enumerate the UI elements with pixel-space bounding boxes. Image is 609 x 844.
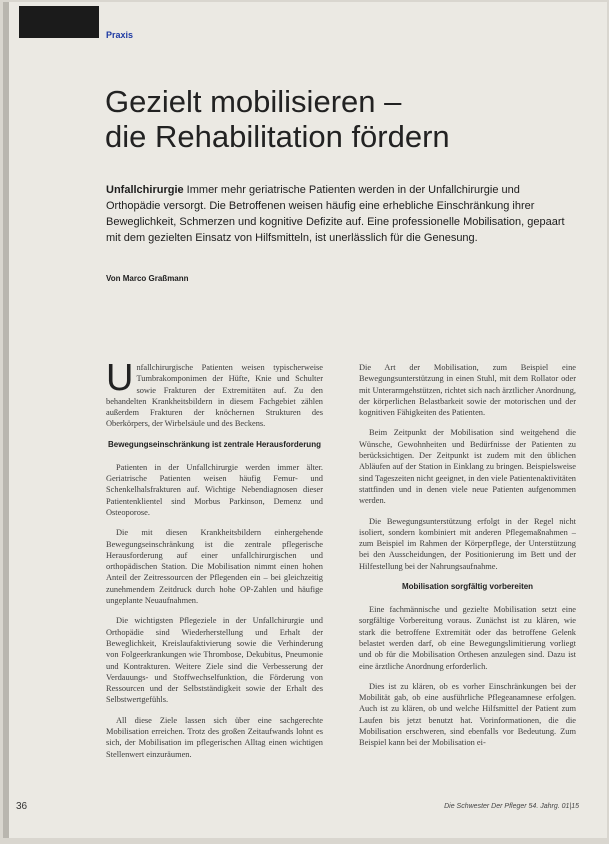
article-title [105,84,575,154]
publication-footer: Die Schwester Der Pfleger 54. Jahrg. 01|15 [444,803,579,810]
page-number: 36 [16,801,28,812]
section-tab-rule [19,36,99,38]
paragraph: Dies ist zu klären, ob es vorher Einschränkungen bei der Mobilität gab, ob eine ausführliche Pflegeanamnese erfolgen. Auch ist zu klären, ob und welche Hilfsmittel der Patient zum Laufen bis jetzt benutzt hat. Vorinformationen, die die Mobilisation erschweren, sind ebenfalls vor Bedeutung. Zum Beispiel kann bei der Mobilisation ei- [359,681,576,748]
lead-text: Immer mehr geriatrische Patienten werden in der Unfallchirurgie und Orthopädie versorgt. Die Betroffenen weisen häufig eine erhebliche Einschränkung ihrer Beweglichkeit, Schmerzen und kognitive Defizite auf. Eine professionelle Mobilisation, gepaart mit dem gezielten Einsatz von Hilfsmitteln, ist unerlässlich für die Genesung. [106,184,565,244]
paragraph: Beim Zeitpunkt der Mobilisation sind weitgehend die Wünsche, Gewohnheiten und Bedürfnisse der Patienten zu berücksichtigen. Der Zeitpunkt ist zudem mit den üblichen Abläufen auf der Station in Einklang zu bringen. Beispielsweise sind Tageszeiten nicht geeignet, in den viele Patientenaktivitäten stattfinden und in denen viele neue Patienten aufgenommen werden. [359,428,576,506]
article-lead [106,182,573,246]
drop-cap: U [106,357,134,399]
paragraph: Unfallchirurgische Patienten weisen typischerweise Tumbrakomponimen der Hüfte, Knie und Schulter sowie Frakturen der Extremitäten auf. Zu den behandelten Krankheitsbildern in diesem Fachgebiet zählen außerdem Frakturen der knöchernen Strukturen des Oberkörpers, der Wirbelsäule und des Beckens. [106,357,323,429]
title-line-1: Gezielt mobilisieren – [105,84,402,119]
paragraph: Die mit diesen Krankheitsbildern einhergehende Bewegungseinschränkung ist die zentrale pflegerische Herausforderung auf einer unfallchirurgischen und orthopädischen Station. Die Mobilisation nimmt einen hohen Anteil der Zeitressourcen der Pflegenden ein – bei gleichzeitig zunehmendem Zeitdruck durch hohe OP-Zahlen und häufige ungeplante Neuaufnahmen. [106,528,323,606]
page-spine-shadow [3,2,9,838]
section-tab-block [19,6,99,36]
section-label: Praxis [106,30,134,40]
body-column-right [359,362,576,758]
paragraph: Die Bewegungsunterstützung erfolgt in der Regel nicht isoliert, sondern kombiniert mit anderen Pflegemaßnahmen – zum Beispiel im Rahmen der Körperpflege, der Unterstützung bei den Ausscheidungen, der Positionierung im Bett und der Hilfestellung bei der Nahrungsaufnahme. [359,516,576,571]
paragraph: Die wichtigsten Pflegeziele in der Unfallchirurgie und Orthopädie sind Wiederherstellung und Erhalt der Beweglichkeit, Kreislaufaktivierung sowie die Verhinderung von Folgeerkrankungen wie Thrombose, Dekubitus, Pneumonie und Kontrakturen. Weitere Ziele sind die Verbesserung der Verdauungs- und Stoffwechselfunktion, die Förderung von Ressourcen und der Selbstständigkeit sowie der Erhalt des Selbstwertgefühls. [106,616,323,705]
paragraph: Patienten in der Unfallchirurgie werden immer älter. Geriatrische Patienten weisen häufig Femur- und Schenkelhalsfrakturen auf. Wichtige Nebendiagnosen dieser Patientenklientel sind Morbus Parkinson, Demenz und Osteoporose. [106,462,323,517]
paragraph: All diese Ziele lassen sich über eine sachgerechte Mobilisation erreichen. Trotz des großen Zeitaufwands lohnt es sich, der Mobilisation im pflegerischen Alltag einen wichtigen Stellenwert einzuräumen. [106,715,323,759]
body-column-left [106,357,323,769]
magazine-page [3,2,607,838]
paragraph: Die Art der Mobilisation, zum Beispiel eine Bewegungsunterstützung in einen Stuhl, mit dem Rollator oder mit Unterarmgehstützen, richtet sich nach ärztlicher Anordnung, der körperlichen Belastbarkeit sowie der motorischen und der kognitiven Fähigkeiten des Patienten. [359,363,576,418]
title-line-2: die Rehabilitation fördern [105,119,450,154]
article-byline: Von Marco Graßmann [106,274,189,283]
lead-kicker: Unfallchirurgie [106,184,184,196]
paragraph: Eine fachmännische und gezielte Mobilisation setzt eine sorgfältige Vorbereitung voraus. Zunächst ist zu klären, wie stark die betroffene Extremität oder das betroffene Gelenk belastet werden darf, ob eine Bewegungslimitierung vorliegt und ob für die Mobilisation Orthesen anzulegen sind. Dazu ist eine ärztliche Anordnung erforderlich. [359,605,576,671]
subheading: Mobilisation sorgfältig vorbereiten [401,582,534,592]
subheading: Bewegungseinschränkung ist zentrale Herausforderung [108,439,321,449]
